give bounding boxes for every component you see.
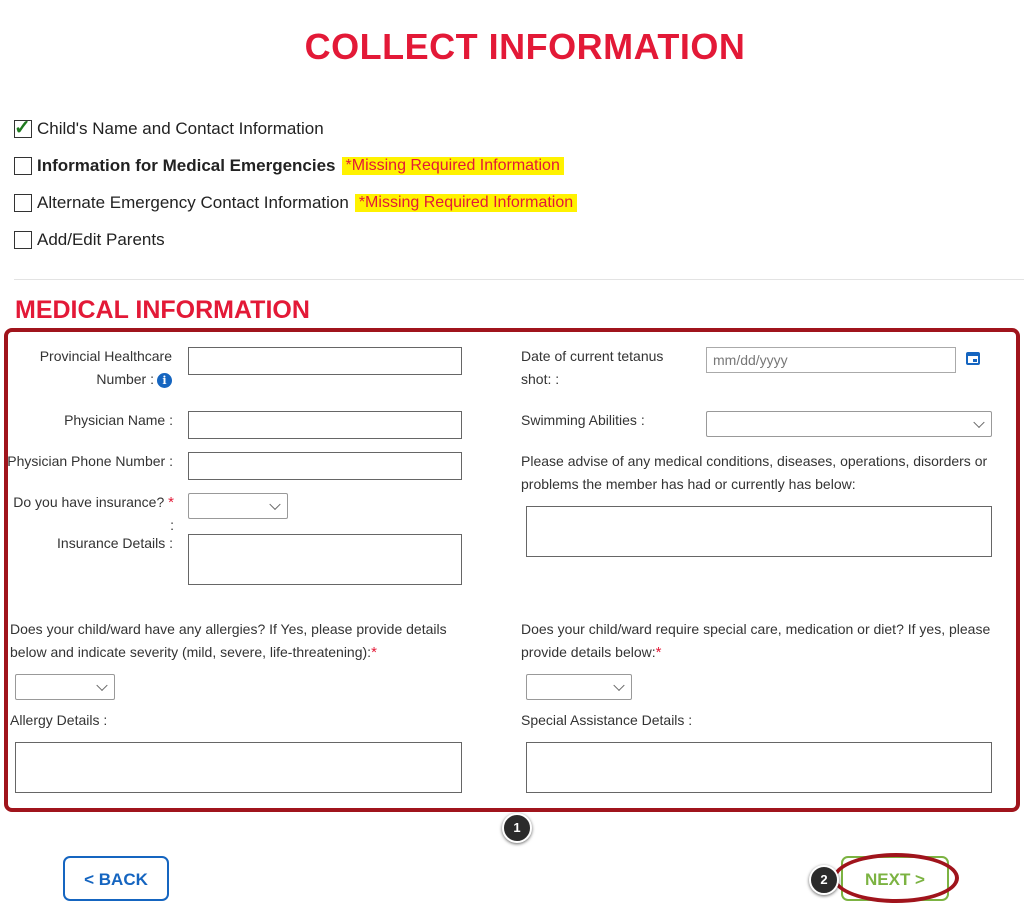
- chevron-down-icon: [96, 680, 107, 691]
- step-checkbox[interactable]: [14, 194, 32, 212]
- missing-info-badge: *Missing Required Information: [342, 157, 564, 175]
- medical-conditions-textarea[interactable]: [526, 506, 992, 557]
- step-label: Information for Medical Emergencies: [37, 156, 336, 175]
- swimming-abilities-label: Swimming Abilities :: [521, 412, 645, 428]
- required-marker: *: [655, 644, 662, 661]
- required-marker: *: [168, 494, 174, 511]
- special-assistance-textarea[interactable]: [526, 742, 992, 793]
- step-medical-emergencies[interactable]: [14, 155, 564, 177]
- physician-name-label: Physician Name :: [64, 412, 173, 428]
- section-title: MEDICAL INFORMATION: [15, 296, 310, 324]
- physician-phone-input[interactable]: [188, 452, 462, 480]
- step-checkbox-checked[interactable]: [14, 117, 32, 139]
- next-button[interactable]: NEXT >: [841, 856, 949, 901]
- allergy-details-textarea[interactable]: [15, 742, 462, 793]
- insurance-label: Do you have insurance? * :: [13, 494, 174, 533]
- calendar-icon[interactable]: [966, 352, 980, 365]
- medical-conditions-label: Please advise of any medical conditions, diseases, operations, disorders or problems the member has had or currently has below:: [521, 453, 988, 492]
- insurance-select[interactable]: [188, 493, 288, 519]
- divider: [14, 279, 1024, 280]
- healthcare-number-label: Provincial Healthcare Number : i: [39, 348, 172, 387]
- special-assistance-label: Special Assistance Details :: [521, 712, 693, 728]
- allergies-label: Does your child/ward have any allergies? If Yes, please provide details below and indicate severity (mild, severe, life-threatening):*: [10, 621, 447, 661]
- special-care-label: Does your child/ward require special care, medication or diet? If yes, please provide details below:*: [521, 621, 991, 661]
- step-checkbox[interactable]: [14, 157, 32, 175]
- required-marker: *: [371, 644, 377, 661]
- physician-phone-label: Physician Phone Number :: [7, 453, 173, 469]
- tetanus-date-label: Date of current tetanus shot: :: [521, 348, 664, 387]
- step-alternate-contact[interactable]: [14, 192, 577, 214]
- physician-name-input[interactable]: [188, 411, 462, 439]
- step-checkbox[interactable]: [14, 231, 32, 249]
- missing-info-badge: *Missing Required Information: [355, 194, 577, 212]
- back-button[interactable]: < BACK: [63, 856, 169, 901]
- insurance-details-label: Insurance Details :: [57, 535, 173, 551]
- insurance-details-textarea[interactable]: [188, 534, 462, 585]
- page-title: COLLECT INFORMATION: [304, 26, 746, 67]
- step-label: Add/Edit Parents: [37, 230, 165, 249]
- annotation-highlight-box: [4, 328, 1020, 812]
- allergies-select[interactable]: [15, 674, 115, 700]
- info-icon[interactable]: i: [157, 373, 172, 388]
- step-label: Child's Name and Contact Information: [37, 119, 324, 138]
- chevron-down-icon: [613, 680, 624, 691]
- step-child-contact[interactable]: [14, 118, 324, 140]
- chevron-down-icon: [973, 417, 984, 428]
- swimming-abilities-select[interactable]: [706, 411, 992, 437]
- step-label: Alternate Emergency Contact Information: [37, 193, 349, 212]
- special-care-select[interactable]: [526, 674, 632, 700]
- tetanus-date-input[interactable]: mm/dd/yyyy: [706, 347, 956, 373]
- allergy-details-label: Allergy Details :: [10, 712, 108, 728]
- callout-marker-1: 1: [502, 813, 532, 843]
- chevron-down-icon: [269, 499, 280, 510]
- checkmark-icon: ✓: [14, 117, 31, 139]
- callout-marker-2: 2: [809, 865, 839, 895]
- step-add-edit-parents[interactable]: [14, 229, 165, 251]
- healthcare-number-input[interactable]: [188, 347, 462, 375]
